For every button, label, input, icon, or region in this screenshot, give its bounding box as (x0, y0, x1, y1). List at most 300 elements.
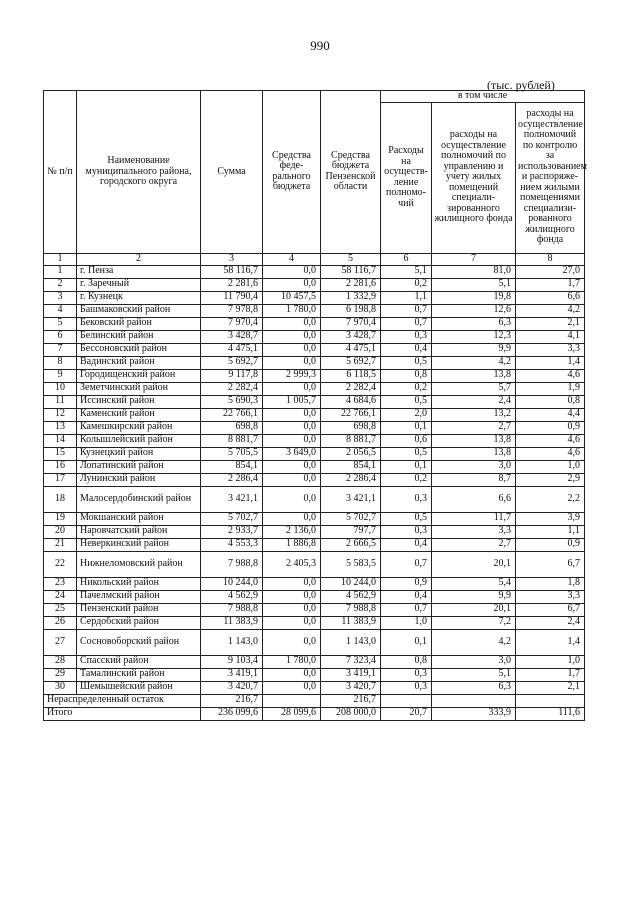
table-row (44, 577, 585, 590)
header-regional: Средства бюджета Пензенской области (321, 91, 381, 254)
row-sum: 9 117,8 (201, 369, 263, 382)
row-name: Кузнецкий район (77, 447, 201, 460)
row-regional: 3 420,7 (321, 681, 381, 694)
row-exp-mgmt: 4,2 (432, 356, 516, 369)
table-row (44, 408, 585, 421)
row-regional: 22 766,1 (321, 408, 381, 421)
row-exp-total: 0,4 (381, 590, 432, 603)
row-exp-control: 1,4 (516, 356, 585, 369)
row-number: 30 (44, 681, 77, 694)
row-sum: 10 244,0 (201, 577, 263, 590)
row-regional: 854,1 (321, 460, 381, 473)
row-exp-mgmt: 13,8 (432, 434, 516, 447)
row-regional: 7 970,4 (321, 317, 381, 330)
row-name: Лопатинский район (77, 460, 201, 473)
row-number: 18 (44, 486, 77, 512)
row-name: г. Пенза (77, 265, 201, 278)
row-exp-control: 3,9 (516, 512, 585, 525)
row-name: Сосновоборский район (77, 629, 201, 655)
table-row (44, 551, 585, 577)
column-number: 8 (516, 253, 585, 265)
row-exp-total: 5,1 (381, 265, 432, 278)
row-exp-total: 0,4 (381, 343, 432, 356)
row-federal: 0,0 (263, 343, 321, 356)
row-exp-control: 3,3 (516, 343, 585, 356)
row-sum: 3 420,7 (201, 681, 263, 694)
row-sum: 9 103,4 (201, 655, 263, 668)
row-exp-total: 0,3 (381, 681, 432, 694)
page-number: 990 (310, 38, 330, 53)
row-exp-total: 0,2 (381, 278, 432, 291)
table-row (44, 538, 585, 551)
row-name: Иссинский район (77, 395, 201, 408)
row-regional: 10 244,0 (321, 577, 381, 590)
table-row (44, 668, 585, 681)
total-e8: 111,6 (516, 707, 585, 720)
row-regional: 1 143,0 (321, 629, 381, 655)
row-regional: 6 118,5 (321, 369, 381, 382)
row-exp-control: 1,1 (516, 525, 585, 538)
row-number: 14 (44, 434, 77, 447)
row-name: Камешкирский район (77, 421, 201, 434)
row-exp-mgmt: 81,0 (432, 265, 516, 278)
column-number: 4 (263, 253, 321, 265)
row-number: 9 (44, 369, 77, 382)
row-name: г. Кузнецк (77, 291, 201, 304)
row-number: 23 (44, 577, 77, 590)
table-row (44, 486, 585, 512)
row-sum: 5 705,5 (201, 447, 263, 460)
row-exp-total: 0,3 (381, 668, 432, 681)
row-exp-total: 0,7 (381, 304, 432, 317)
row-exp-control: 3,3 (516, 590, 585, 603)
row-exp-mgmt: 13,8 (432, 447, 516, 460)
row-exp-control: 6,7 (516, 551, 585, 577)
table-row (44, 616, 585, 629)
row-number: 12 (44, 408, 77, 421)
row-exp-mgmt: 19,8 (432, 291, 516, 304)
row-federal: 0,0 (263, 421, 321, 434)
row-exp-total: 0,2 (381, 473, 432, 486)
row-name: Белинский район (77, 330, 201, 343)
row-number: 21 (44, 538, 77, 551)
row-federal: 0,0 (263, 486, 321, 512)
row-regional: 3 421,1 (321, 486, 381, 512)
row-federal: 0,0 (263, 434, 321, 447)
row-exp-control: 4,6 (516, 447, 585, 460)
row-number: 22 (44, 551, 77, 577)
row-regional: 2 666,5 (321, 538, 381, 551)
row-exp-control: 1,4 (516, 629, 585, 655)
table-row (44, 304, 585, 317)
row-regional: 5 583,5 (321, 551, 381, 577)
row-exp-mgmt: 9,9 (432, 590, 516, 603)
row-federal: 2 136,0 (263, 525, 321, 538)
row-exp-control: 2,1 (516, 317, 585, 330)
row-exp-control: 0,8 (516, 395, 585, 408)
total-sum: 236 099,6 (201, 707, 263, 720)
row-federal: 0,0 (263, 577, 321, 590)
unallocated-federal (263, 694, 321, 707)
column-number: 5 (321, 253, 381, 265)
row-name: Башмаковский район (77, 304, 201, 317)
row-exp-control: 2,2 (516, 486, 585, 512)
table-row (44, 343, 585, 356)
row-name: Спасский район (77, 655, 201, 668)
row-sum: 22 766,1 (201, 408, 263, 421)
row-regional: 2 281,6 (321, 278, 381, 291)
row-federal: 0,0 (263, 616, 321, 629)
row-regional: 58 116,7 (321, 265, 381, 278)
row-exp-control: 4,6 (516, 434, 585, 447)
row-name: г. Заречный (77, 278, 201, 291)
row-exp-control: 1,0 (516, 655, 585, 668)
row-sum: 4 562,9 (201, 590, 263, 603)
row-federal: 1 780,0 (263, 655, 321, 668)
row-number: 3 (44, 291, 77, 304)
row-federal: 0,0 (263, 603, 321, 616)
row-name: Колышлейский район (77, 434, 201, 447)
row-name: Пензенский район (77, 603, 201, 616)
row-number: 15 (44, 447, 77, 460)
row-exp-control: 2,4 (516, 616, 585, 629)
row-number: 16 (44, 460, 77, 473)
row-name: Наровчатский район (77, 525, 201, 538)
row-number: 11 (44, 395, 77, 408)
row-name: Шемышейский район (77, 681, 201, 694)
row-federal: 0,0 (263, 356, 321, 369)
row-exp-control: 1,8 (516, 577, 585, 590)
table-row (44, 265, 585, 278)
row-federal: 0,0 (263, 278, 321, 291)
row-exp-total: 0,3 (381, 525, 432, 538)
row-federal: 0,0 (263, 408, 321, 421)
row-exp-mgmt: 5,1 (432, 278, 516, 291)
row-exp-mgmt: 11,7 (432, 512, 516, 525)
row-number: 13 (44, 421, 77, 434)
row-regional: 5 702,7 (321, 512, 381, 525)
row-exp-total: 0,3 (381, 330, 432, 343)
row-exp-total: 0,7 (381, 603, 432, 616)
row-exp-mgmt: 9,9 (432, 343, 516, 356)
row-regional: 698,8 (321, 421, 381, 434)
row-federal: 0,0 (263, 460, 321, 473)
row-exp-total: 0,1 (381, 460, 432, 473)
row-exp-mgmt: 13,2 (432, 408, 516, 421)
column-number: 1 (44, 253, 77, 265)
row-exp-total: 0,6 (381, 434, 432, 447)
row-exp-mgmt: 2,7 (432, 421, 516, 434)
unallocated-e8 (516, 694, 585, 707)
column-numbers-row (44, 253, 585, 265)
row-exp-total: 0,3 (381, 486, 432, 512)
row-exp-total: 0,2 (381, 382, 432, 395)
row-sum: 7 988,8 (201, 603, 263, 616)
row-exp-control: 4,2 (516, 304, 585, 317)
table-row (44, 395, 585, 408)
table-row (44, 291, 585, 304)
row-sum: 4 475,1 (201, 343, 263, 356)
row-name: Вадинский район (77, 356, 201, 369)
row-name: Бессоновский район (77, 343, 201, 356)
row-exp-control: 27,0 (516, 265, 585, 278)
row-number: 1 (44, 265, 77, 278)
row-exp-total: 0,5 (381, 395, 432, 408)
row-sum: 2 933,7 (201, 525, 263, 538)
budget-table (43, 90, 585, 721)
column-number: 6 (381, 253, 432, 265)
row-federal: 1 780,0 (263, 304, 321, 317)
row-exp-total: 1,1 (381, 291, 432, 304)
row-exp-control: 1,7 (516, 278, 585, 291)
total-label: Итого (44, 707, 201, 720)
total-federal: 28 099,6 (263, 707, 321, 720)
table-row (44, 603, 585, 616)
row-name: Земетчинский район (77, 382, 201, 395)
row-exp-total: 0,7 (381, 551, 432, 577)
row-regional: 797,7 (321, 525, 381, 538)
row-exp-mgmt: 8,7 (432, 473, 516, 486)
row-exp-control: 4,4 (516, 408, 585, 421)
table-row (44, 330, 585, 343)
unallocated-sum: 216,7 (201, 694, 263, 707)
row-federal: 0,0 (263, 512, 321, 525)
row-exp-control: 6,6 (516, 291, 585, 304)
table-row (44, 629, 585, 655)
row-regional: 7 323,4 (321, 655, 381, 668)
header-federal: Средства феде-рального бюджета (263, 91, 321, 254)
row-sum: 3 419,1 (201, 668, 263, 681)
row-number: 17 (44, 473, 77, 486)
row-federal: 10 457,5 (263, 291, 321, 304)
row-number: 20 (44, 525, 77, 538)
header-name: Наименование муниципального района, городского округа (77, 91, 201, 254)
units-label: (тыс. рублей) (487, 78, 555, 92)
row-number: 6 (44, 330, 77, 343)
row-sum: 7 978,8 (201, 304, 263, 317)
row-sum: 5 692,7 (201, 356, 263, 369)
row-number: 26 (44, 616, 77, 629)
row-exp-mgmt: 5,4 (432, 577, 516, 590)
row-sum: 5 702,7 (201, 512, 263, 525)
row-exp-total: 0,9 (381, 577, 432, 590)
table-row (44, 512, 585, 525)
unallocated-regional: 216,7 (321, 694, 381, 707)
row-number: 24 (44, 590, 77, 603)
row-number: 8 (44, 356, 77, 369)
row-federal: 2 999,3 (263, 369, 321, 382)
row-sum: 11 790,4 (201, 291, 263, 304)
row-exp-control: 1,9 (516, 382, 585, 395)
row-sum: 698,8 (201, 421, 263, 434)
row-exp-total: 2,0 (381, 408, 432, 421)
row-federal: 0,0 (263, 681, 321, 694)
table-row (44, 434, 585, 447)
row-exp-mgmt: 20,1 (432, 551, 516, 577)
row-exp-control: 4,6 (516, 369, 585, 382)
table-row (44, 356, 585, 369)
table-row (44, 473, 585, 486)
header-exp-control: расходы на осуществление полномочий по контролю за использованием и распоряже-нием жилыми помещениями специализи-рованного жилищного фонда (516, 102, 585, 253)
row-federal: 0,0 (263, 473, 321, 486)
column-number: 2 (77, 253, 201, 265)
row-federal: 0,0 (263, 317, 321, 330)
row-exp-mgmt: 2,7 (432, 538, 516, 551)
row-exp-control: 1,7 (516, 668, 585, 681)
row-regional: 3 428,7 (321, 330, 381, 343)
row-regional: 11 383,9 (321, 616, 381, 629)
row-exp-mgmt: 20,1 (432, 603, 516, 616)
total-e6: 20,7 (381, 707, 432, 720)
row-exp-mgmt: 6,3 (432, 317, 516, 330)
row-number: 2 (44, 278, 77, 291)
row-regional: 2 282,4 (321, 382, 381, 395)
row-exp-total: 0,1 (381, 629, 432, 655)
row-exp-control: 4,1 (516, 330, 585, 343)
table-row (44, 369, 585, 382)
row-exp-total: 0,1 (381, 421, 432, 434)
row-regional: 1 332,9 (321, 291, 381, 304)
row-name: Сердобский район (77, 616, 201, 629)
row-regional: 2 286,4 (321, 473, 381, 486)
row-number: 25 (44, 603, 77, 616)
row-exp-mgmt: 6,3 (432, 681, 516, 694)
total-e7: 333,9 (432, 707, 516, 720)
row-exp-total: 0,5 (381, 512, 432, 525)
row-exp-mgmt: 2,4 (432, 395, 516, 408)
row-exp-mgmt: 13,8 (432, 369, 516, 382)
row-sum: 1 143,0 (201, 629, 263, 655)
row-sum: 3 421,1 (201, 486, 263, 512)
row-regional: 3 419,1 (321, 668, 381, 681)
row-federal: 0,0 (263, 382, 321, 395)
row-sum: 2 281,6 (201, 278, 263, 291)
total-row (44, 707, 585, 720)
row-exp-mgmt: 3,0 (432, 655, 516, 668)
table-row (44, 278, 585, 291)
row-name: Городищенский район (77, 369, 201, 382)
row-regional: 4 684,6 (321, 395, 381, 408)
header-num: № п/п (44, 91, 77, 254)
row-sum: 2 282,4 (201, 382, 263, 395)
row-number: 7 (44, 343, 77, 356)
row-number: 28 (44, 655, 77, 668)
row-exp-total: 0,7 (381, 317, 432, 330)
row-name: Лунинский район (77, 473, 201, 486)
row-sum: 3 428,7 (201, 330, 263, 343)
total-regional: 208 000,0 (321, 707, 381, 720)
header-exp-total: Расходы на осуществ-ление полномо-чий (381, 102, 432, 253)
header-sum: Сумма (201, 91, 263, 254)
row-name: Тамалинский район (77, 668, 201, 681)
row-exp-control: 0,9 (516, 538, 585, 551)
table-row (44, 382, 585, 395)
row-sum: 5 690,3 (201, 395, 263, 408)
row-exp-mgmt: 12,3 (432, 330, 516, 343)
row-sum: 2 286,4 (201, 473, 263, 486)
row-name: Неверкинский район (77, 538, 201, 551)
row-name: Бековский район (77, 317, 201, 330)
row-federal: 2 405,3 (263, 551, 321, 577)
row-name: Малосердобинский район (77, 486, 201, 512)
row-number: 19 (44, 512, 77, 525)
row-number: 4 (44, 304, 77, 317)
row-sum: 854,1 (201, 460, 263, 473)
unallocated-e6 (381, 694, 432, 707)
row-exp-mgmt: 5,7 (432, 382, 516, 395)
row-exp-mgmt: 4,2 (432, 629, 516, 655)
row-regional: 5 692,7 (321, 356, 381, 369)
row-exp-mgmt: 5,1 (432, 668, 516, 681)
row-number: 29 (44, 668, 77, 681)
row-regional: 2 056,5 (321, 447, 381, 460)
row-sum: 4 553,3 (201, 538, 263, 551)
table-row (44, 421, 585, 434)
column-number: 7 (432, 253, 516, 265)
row-exp-mgmt: 3,0 (432, 460, 516, 473)
row-exp-control: 2,1 (516, 681, 585, 694)
row-exp-total: 0,8 (381, 655, 432, 668)
row-exp-mgmt: 3,3 (432, 525, 516, 538)
row-federal: 1 886,8 (263, 538, 321, 551)
row-exp-total: 1,0 (381, 616, 432, 629)
row-regional: 8 881,7 (321, 434, 381, 447)
row-federal: 0,0 (263, 629, 321, 655)
row-sum: 8 881,7 (201, 434, 263, 447)
row-regional: 4 475,1 (321, 343, 381, 356)
row-federal: 1 005,7 (263, 395, 321, 408)
table-row (44, 655, 585, 668)
table-row (44, 317, 585, 330)
row-federal: 0,0 (263, 668, 321, 681)
row-exp-control: 2,9 (516, 473, 585, 486)
row-federal: 3 649,0 (263, 447, 321, 460)
table-row (44, 447, 585, 460)
column-number: 3 (201, 253, 263, 265)
row-exp-control: 0,9 (516, 421, 585, 434)
row-sum: 7 988,8 (201, 551, 263, 577)
table-row (44, 525, 585, 538)
table-row (44, 590, 585, 603)
unallocated-row (44, 694, 585, 707)
row-sum: 7 970,4 (201, 317, 263, 330)
table-row (44, 681, 585, 694)
row-federal: 0,0 (263, 330, 321, 343)
row-exp-total: 0,4 (381, 538, 432, 551)
unallocated-label: Нераспределенный остаток (44, 694, 201, 707)
row-name: Пачелмский район (77, 590, 201, 603)
header-including: в том числе (381, 91, 585, 103)
unallocated-e7 (432, 694, 516, 707)
row-sum: 11 383,9 (201, 616, 263, 629)
row-exp-mgmt: 7,2 (432, 616, 516, 629)
row-regional: 6 198,8 (321, 304, 381, 317)
row-name: Мокшанский район (77, 512, 201, 525)
row-name: Никольский район (77, 577, 201, 590)
row-regional: 7 988,8 (321, 603, 381, 616)
row-exp-total: 0,5 (381, 447, 432, 460)
row-name: Каменский район (77, 408, 201, 421)
table-row (44, 460, 585, 473)
header-exp-mgmt: расходы на осуществление полномочий по управлению и учету жилых помещений специали-зированного жилищного фонда (432, 102, 516, 253)
row-number: 27 (44, 629, 77, 655)
row-exp-total: 0,5 (381, 356, 432, 369)
row-regional: 4 562,9 (321, 590, 381, 603)
row-federal: 0,0 (263, 265, 321, 278)
row-exp-mgmt: 6,6 (432, 486, 516, 512)
row-exp-mgmt: 12,6 (432, 304, 516, 317)
row-sum: 58 116,7 (201, 265, 263, 278)
